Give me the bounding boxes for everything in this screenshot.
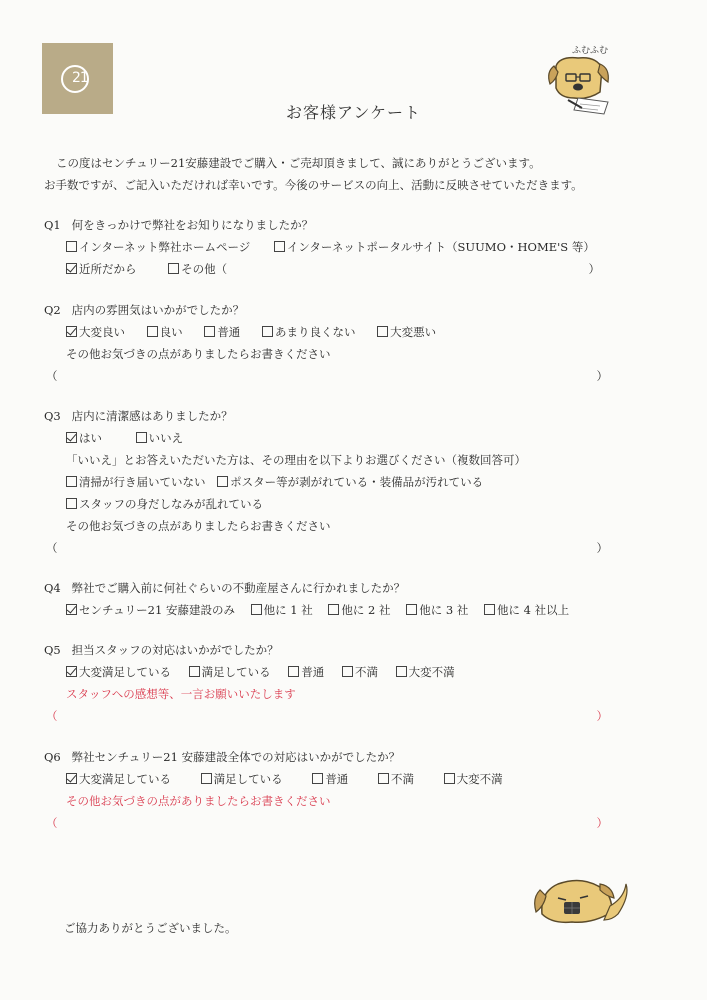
q6-option-very-satisfied[interactable]: 大変満足している bbox=[66, 768, 171, 790]
checkbox[interactable] bbox=[484, 604, 495, 615]
q2-comment-prompt: その他お気づきの点がありましたらお書きください bbox=[66, 347, 331, 361]
q5-option-dissatisfied[interactable]: 不満 bbox=[342, 661, 378, 683]
checkbox[interactable] bbox=[328, 604, 339, 615]
checkbox[interactable] bbox=[201, 773, 212, 784]
q5-comment-prompt: スタッフへの感想等、一言お願いいたします bbox=[66, 687, 296, 701]
checkbox[interactable] bbox=[147, 326, 158, 337]
q3-reason-posters[interactable]: ポスター等が剥がれている・装備品が汚れている bbox=[217, 471, 483, 493]
q3-option-yes[interactable]: はい bbox=[66, 427, 102, 449]
mascot-dog-lying-icon bbox=[532, 862, 630, 928]
q2-option-very-good[interactable]: 大変良い bbox=[66, 321, 125, 343]
q6-option-normal[interactable]: 普通 bbox=[312, 768, 348, 790]
checkbox[interactable] bbox=[251, 604, 262, 615]
checkbox-checked[interactable] bbox=[66, 326, 77, 337]
q5-comment-field[interactable]: （ ） bbox=[46, 709, 608, 723]
q2-option-good[interactable]: 良い bbox=[147, 321, 183, 343]
logo-text: 21 bbox=[72, 70, 88, 86]
question-number: Q6 bbox=[44, 750, 61, 764]
question-number: Q3 bbox=[44, 409, 61, 423]
closing-thanks: ご協力ありがとうございました。 bbox=[64, 921, 237, 935]
q6-option-dissatisfied[interactable]: 不満 bbox=[378, 768, 414, 790]
question-text: 担当スタッフの対応はいかがでしたか？ bbox=[71, 643, 279, 657]
q1-option-homepage[interactable]: インターネット弊社ホームページ bbox=[66, 236, 250, 258]
q1-other-close-paren: ） bbox=[588, 262, 600, 276]
mascot-caption: ふむふむ bbox=[572, 46, 609, 56]
q1-option-portal[interactable]: インターネットポータルサイト（SUUMO・HOME'S 等） bbox=[274, 236, 595, 258]
question-number: Q2 bbox=[44, 303, 61, 317]
question-text: 何をきっかけで弊社をお知りになりましたか？ bbox=[71, 218, 314, 232]
checkbox[interactable] bbox=[342, 666, 353, 677]
checkbox-checked[interactable] bbox=[66, 604, 77, 615]
intro-line-1: この度はセンチュリー21安藤建設でご購入・ご売却頂きまして、誠にありがとうございます。 bbox=[56, 156, 541, 170]
question-q4 bbox=[44, 577, 624, 621]
checkbox[interactable] bbox=[217, 476, 228, 487]
q1-option-other[interactable]: その他（ bbox=[168, 258, 227, 280]
q2-option-not-good[interactable]: あまり良くない bbox=[262, 321, 356, 343]
q2-option-very-bad[interactable]: 大変悪い bbox=[377, 321, 436, 343]
q4-option-3[interactable]: 他に 3 社 bbox=[406, 599, 468, 621]
page-title: お客様アンケート bbox=[285, 103, 422, 122]
q5-option-normal[interactable]: 普通 bbox=[288, 661, 324, 683]
question-text: 弊社センチュリー21 安藤建設全体での対応はいかがでしたか？ bbox=[71, 750, 401, 764]
q3-option-no[interactable]: いいえ bbox=[136, 427, 184, 449]
question-number: Q1 bbox=[44, 218, 61, 232]
question-q5 bbox=[44, 639, 624, 727]
checkbox-checked[interactable] bbox=[66, 432, 77, 443]
q5-option-satisfied[interactable]: 満足している bbox=[189, 661, 271, 683]
checkbox[interactable] bbox=[288, 666, 299, 677]
q6-option-satisfied[interactable]: 満足している bbox=[201, 768, 283, 790]
intro-text bbox=[44, 152, 583, 196]
checkbox[interactable] bbox=[66, 498, 77, 509]
question-q2 bbox=[44, 299, 624, 387]
q3-reason-cleaning[interactable]: 清掃が行き届いていない bbox=[66, 471, 206, 493]
q5-option-very-satisfied[interactable]: 大変満足している bbox=[66, 661, 171, 683]
question-q6 bbox=[44, 746, 624, 834]
checkbox[interactable] bbox=[378, 773, 389, 784]
checkbox[interactable] bbox=[396, 666, 407, 677]
intro-line-2: お手数ですが、ご記入いただければ幸いです。今後のサービスの向上、活動に反映させていただきます。 bbox=[44, 178, 583, 192]
q4-option-only-us[interactable]: センチュリー21 安藤建設のみ bbox=[66, 599, 235, 621]
checkbox[interactable] bbox=[274, 241, 285, 252]
checkbox[interactable] bbox=[312, 773, 323, 784]
question-number: Q4 bbox=[44, 581, 61, 595]
q1-option-nearby[interactable]: 近所だから bbox=[66, 258, 137, 280]
q3-comment-field[interactable]: （ ） bbox=[46, 541, 608, 555]
checkbox-checked[interactable] bbox=[66, 263, 77, 274]
checkbox[interactable] bbox=[377, 326, 388, 337]
q3-reason-staff-appearance[interactable]: スタッフの身だしなみが乱れている bbox=[66, 493, 263, 515]
q2-comment-field[interactable]: （ ） bbox=[46, 369, 608, 383]
q6-comment-field[interactable]: （ ） bbox=[46, 816, 608, 830]
question-q3 bbox=[44, 405, 624, 559]
q3-sub-prompt: 「いいえ」とお答えいただいた方は、その理由を以下よりお選びください（複数回答可） bbox=[66, 453, 526, 467]
checkbox-checked[interactable] bbox=[66, 773, 77, 784]
checkbox-checked[interactable] bbox=[66, 666, 77, 677]
question-text: 店内に清潔感はありましたか？ bbox=[71, 409, 233, 423]
q2-option-normal[interactable]: 普通 bbox=[204, 321, 240, 343]
q4-option-2[interactable]: 他に 2 社 bbox=[328, 599, 390, 621]
checkbox[interactable] bbox=[204, 326, 215, 337]
q4-option-4plus[interactable]: 他に 4 社以上 bbox=[484, 599, 569, 621]
question-text: 弊社でご購入前に何社ぐらいの不動産屋さんに行かれましたか？ bbox=[71, 581, 406, 595]
q5-option-very-dissatisfied[interactable]: 大変不満 bbox=[396, 661, 455, 683]
question-q1 bbox=[44, 214, 624, 280]
q3-comment-prompt: その他お気づきの点がありましたらお書きください bbox=[66, 519, 331, 533]
question-text: 店内の雰囲気はいかがでしたか？ bbox=[71, 303, 245, 317]
checkbox[interactable] bbox=[66, 241, 77, 252]
q6-option-very-dissatisfied[interactable]: 大変不満 bbox=[444, 768, 503, 790]
checkbox[interactable] bbox=[406, 604, 417, 615]
q6-comment-prompt: その他お気づきの点がありましたらお書きください bbox=[66, 794, 331, 808]
question-number: Q5 bbox=[44, 643, 61, 657]
checkbox[interactable] bbox=[66, 476, 77, 487]
checkbox[interactable] bbox=[189, 666, 200, 677]
q4-option-1[interactable]: 他に 1 社 bbox=[251, 599, 313, 621]
checkbox[interactable] bbox=[136, 432, 147, 443]
checkbox[interactable] bbox=[262, 326, 273, 337]
checkbox[interactable] bbox=[444, 773, 455, 784]
checkbox[interactable] bbox=[168, 263, 179, 274]
